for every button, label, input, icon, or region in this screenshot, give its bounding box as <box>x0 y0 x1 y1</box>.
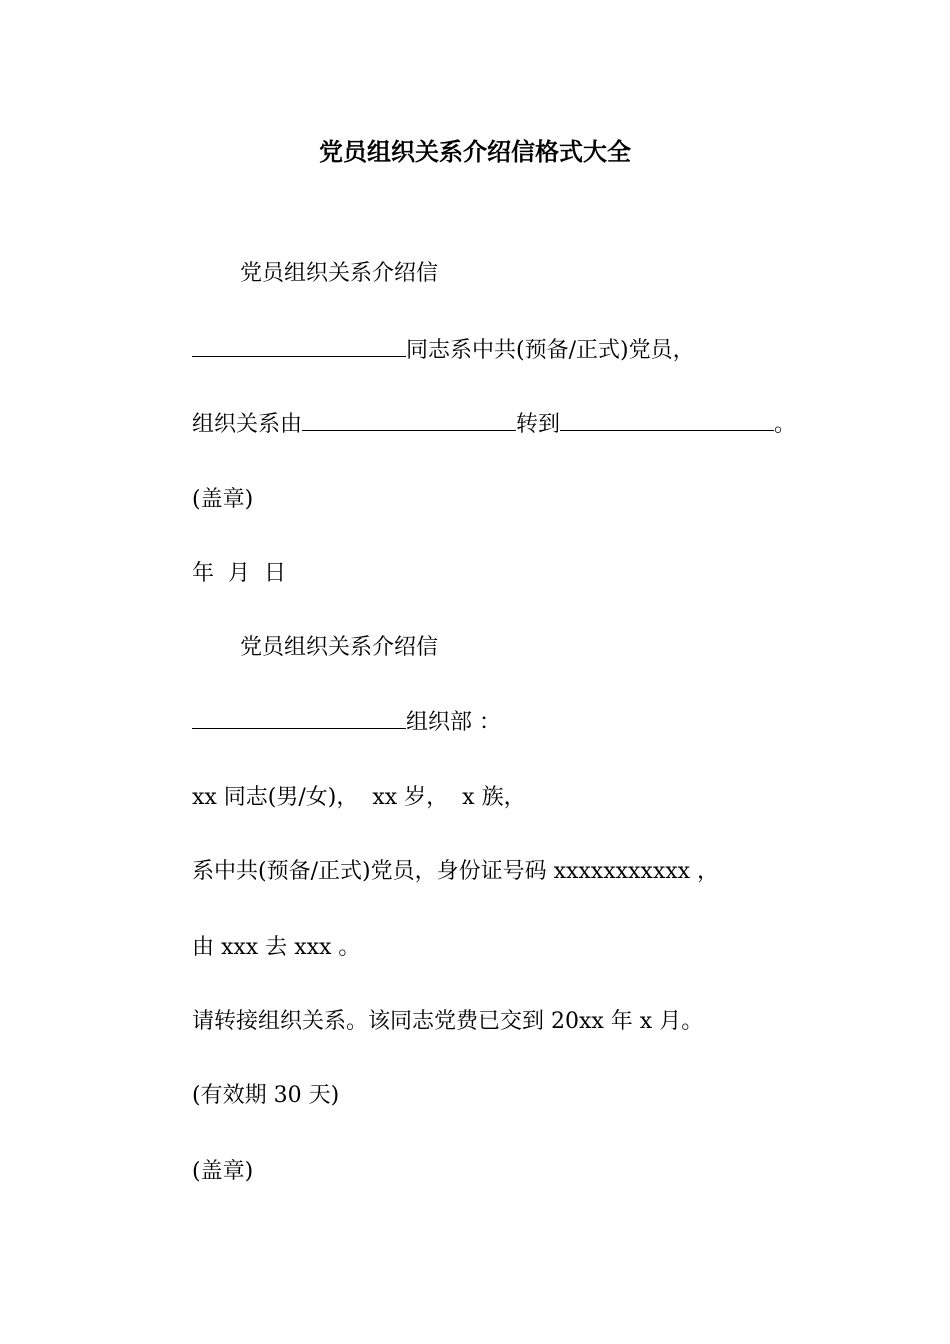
letter1-line2-prefix: 组织关系由 <box>192 412 303 437</box>
date-month: 月 <box>228 561 251 586</box>
letter1-line2-suffix: 。 <box>774 412 797 437</box>
letter2-addressee <box>192 706 501 739</box>
org-department-blank <box>192 706 406 729</box>
letter2-addressee-suffix: 组织部 ： <box>406 710 501 735</box>
letter2-line4: 请转接组织关系。该同志党费已交到 20xx 年 x 月。 <box>192 1009 704 1034</box>
letter1-line1 <box>192 334 695 367</box>
letter2-validity: (有效期 30 天) <box>192 1083 340 1108</box>
from-org-blank <box>302 408 516 431</box>
letter2-line3: 由 xxx 去 xxx 。 <box>192 935 361 960</box>
letter1-heading: 党员组织关系介绍信 <box>240 261 439 286</box>
document-title: 党员组织关系介绍信格式大全 <box>319 138 631 166</box>
letter1-line2-middle: 转到 <box>516 412 561 437</box>
letter2-heading: 党员组织关系介绍信 <box>240 635 439 660</box>
letter1-line2 <box>192 408 796 441</box>
name-blank <box>192 334 406 357</box>
date-day: 日 <box>264 561 287 586</box>
to-org-blank <box>560 408 774 431</box>
letter1-date <box>192 558 286 590</box>
letter2-line2: 系中共(预备/正式)党员，身份证号码 xxxxxxxxxxx ， <box>192 859 720 884</box>
letter1-line1-text: 同志系中共(预备/正式)党员， <box>406 338 695 363</box>
letter1-seal: (盖章) <box>192 487 254 512</box>
letter2-line1: xx 同志(男/女)， xx 岁， x 族， <box>192 785 526 810</box>
letter2-seal: (盖章) <box>192 1159 254 1184</box>
date-year: 年 <box>192 561 215 586</box>
